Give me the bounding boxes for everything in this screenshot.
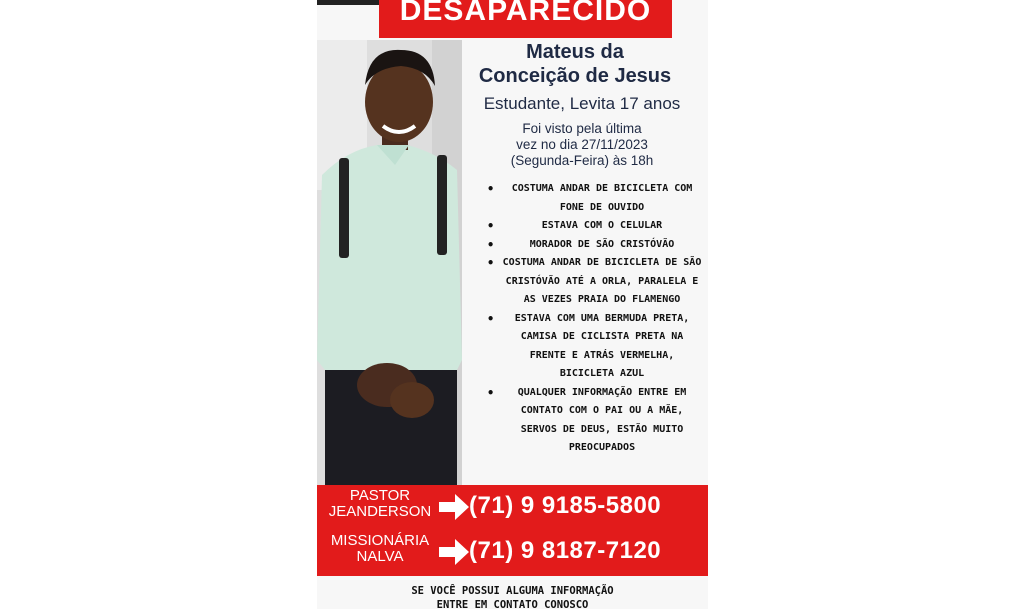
name-line-2: Conceição de Jesus <box>478 65 672 87</box>
contact-row <box>317 485 708 529</box>
list-item: • COSTUMA ANDAR DE BICICLETA COM FONE DE OUVIDO <box>485 180 703 217</box>
last-seen-line-3: (Segunda-Feira) às 18h <box>510 153 654 168</box>
contact-phone[interactable]: (71) 9 8187-7120 <box>469 537 662 564</box>
contact-name-line-1: PASTOR <box>349 487 411 504</box>
last-seen-line-2: vez no dia 27/11/2023 <box>516 137 648 152</box>
contact-name <box>317 488 443 520</box>
list-item: • ESTAVA COM UMA BERMUDA PRETA, CAMISA DE CICLISTA PRETA NA FRENTE E ATRÁS VERMELHA, BICICLETA AZUL <box>485 310 703 384</box>
person-name <box>445 40 705 88</box>
arrow-right-icon <box>437 491 471 523</box>
list-item: • ESTAVA COM O CELULAR <box>485 217 703 236</box>
list-item: • MORADOR DE SÃO CRISTÓVÃO <box>485 236 703 255</box>
footer-note <box>317 584 708 609</box>
contact-name <box>317 533 443 565</box>
last-seen-line-1: Foi visto pela última <box>522 121 642 136</box>
contact-name-line-1: MISSIONÁRIA <box>330 532 430 549</box>
poster-banner: DESAPARECIDO <box>379 0 672 38</box>
details-list <box>485 180 703 458</box>
last-seen-info <box>477 121 687 169</box>
person-role: Estudante, Levita 17 anos <box>483 94 681 113</box>
arrow-right-icon <box>437 536 471 568</box>
contact-name-line-2: NALVA <box>356 548 404 565</box>
name-line-1: Mateus da <box>526 41 624 63</box>
person-photo-illustration <box>317 40 462 486</box>
footer-line-1: SE VOCÊ POSSUI ALGUMA INFORMAÇÃO <box>411 585 614 597</box>
list-item: • COSTUMA ANDAR DE BICICLETA DE SÃO CRISTÓVÃO ATÉ A ORLA, PARALELA E AS VEZES PRAIA DO FLAMENGO <box>485 254 703 310</box>
contact-name-line-2: JEANDERSON <box>328 503 432 520</box>
contact-row <box>317 530 708 574</box>
contact-phone[interactable]: (71) 9 9185-5800 <box>469 492 662 519</box>
list-item: • QUALQUER INFORMAÇÃO ENTRE EM CONTATO COM O PAI OU A MÃE, SERVOS DE DEUS, ESTÃO MUITO PREOCUPADOS <box>485 384 703 458</box>
footer-line-2: ENTRE EM CONTATO CONOSCO <box>436 599 589 609</box>
person-photo <box>317 40 462 486</box>
contacts-panel <box>317 485 708 576</box>
top-strip <box>317 0 379 5</box>
missing-person-poster <box>317 0 708 609</box>
